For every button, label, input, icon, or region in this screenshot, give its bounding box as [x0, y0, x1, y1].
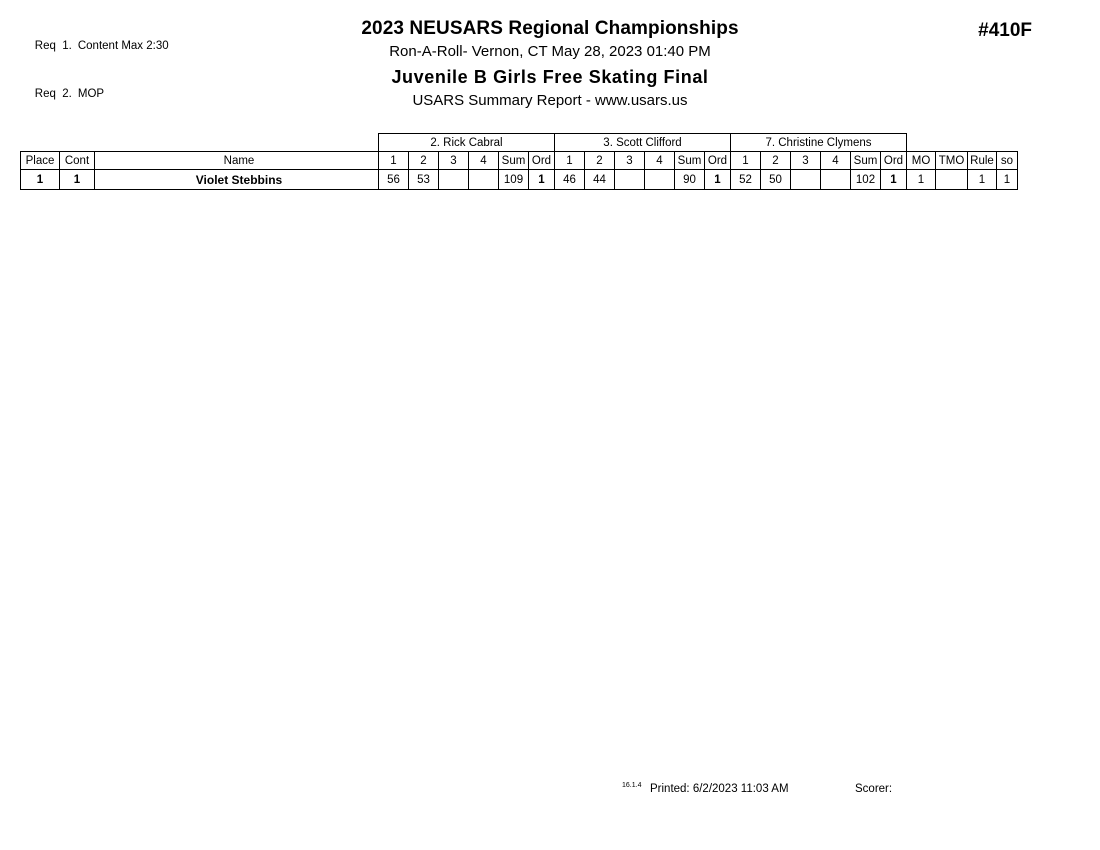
cell-judge2-mark-4 [645, 170, 675, 190]
cell-judge3-ord: 1 [881, 170, 907, 190]
header-judge1-sum: Sum [499, 152, 529, 170]
cell-judge3-mark-2: 50 [761, 170, 791, 190]
cell-mo: 1 [907, 170, 936, 190]
cell-judge3-mark-4 [821, 170, 851, 190]
table-row [21, 170, 1018, 190]
cell-rule: 1 [968, 170, 997, 190]
software-version: 16.1.4 [622, 782, 642, 789]
header-judge1-mark-2: 2 [409, 152, 439, 170]
header-judge1-mark-1: 1 [379, 152, 409, 170]
results-table-wrapper [20, 133, 1018, 190]
requirement-label: Req 2. [34, 88, 72, 100]
header-judge3-mark-2: 2 [761, 152, 791, 170]
header-judge2-sum: Sum [675, 152, 705, 170]
cell-place: 1 [21, 170, 60, 190]
cell-judge3-sum: 102 [851, 170, 881, 190]
judge-name-3: 7. Christine Clymens [731, 134, 907, 152]
requirement-label: Req 1. [34, 40, 72, 52]
results-table [20, 133, 1018, 190]
cell-so: 1 [997, 170, 1018, 190]
header-judge1-ord: Ord [529, 152, 555, 170]
header-judge3-ord: Ord [881, 152, 907, 170]
cell-cont: 1 [60, 170, 95, 190]
cell-judge1-mark-2: 53 [409, 170, 439, 190]
cell-tmo [936, 170, 968, 190]
cell-judge1-sum: 109 [499, 170, 529, 190]
header-judge1-mark-4: 4 [469, 152, 499, 170]
cell-judge3-mark-3 [791, 170, 821, 190]
cell-judge2-sum: 90 [675, 170, 705, 190]
cell-judge2-mark-3 [615, 170, 645, 190]
judge-name-1: 2. Rick Cabral [379, 134, 555, 152]
cell-judge2-mark-2: 44 [585, 170, 615, 190]
requirement-text: MOP [77, 88, 105, 100]
judge-row-spacer-right [907, 134, 1018, 152]
header-place: Place [21, 152, 60, 170]
report-header [0, 18, 1100, 111]
header-judge2-mark-1: 1 [555, 152, 585, 170]
cell-judge1-mark-3 [439, 170, 469, 190]
header-judge2-mark-2: 2 [585, 152, 615, 170]
header-judge3-mark-3: 3 [791, 152, 821, 170]
cell-judge1-mark-4 [469, 170, 499, 190]
header-cont: Cont [60, 152, 95, 170]
cell-skater-name: Violet Stebbins [95, 170, 379, 190]
judge-header-row [21, 134, 1018, 152]
header-judge3-mark-4: 4 [821, 152, 851, 170]
header-judge3-sum: Sum [851, 152, 881, 170]
header-judge2-mark-4: 4 [645, 152, 675, 170]
header-tmo: TMO [936, 152, 968, 170]
header-mo: MO [907, 152, 936, 170]
cell-judge2-ord: 1 [705, 170, 731, 190]
header-judge1-mark-3: 3 [439, 152, 469, 170]
cell-judge3-mark-1: 52 [731, 170, 761, 190]
requirement-text: Content Max 2:30 [77, 40, 169, 52]
judge-name-2: 3. Scott Clifford [555, 134, 731, 152]
event-title: Juvenile B Girls Free Skating Final [391, 67, 709, 87]
cell-judge1-ord: 1 [529, 170, 555, 190]
printed-timestamp: Printed: 6/2/2023 11:03 AM [650, 783, 789, 795]
header-judge2-ord: Ord [705, 152, 731, 170]
scorer-label: Scorer: [855, 783, 893, 795]
venue-datetime: Ron-A-Roll- Vernon, CT May 28, 2023 01:40 PM [389, 43, 711, 60]
competition-title: 2023 NEUSARS Regional Championships [361, 18, 739, 39]
header-so: so [997, 152, 1018, 170]
cell-judge2-mark-1: 46 [555, 170, 585, 190]
header-name: Name [95, 152, 379, 170]
judge-row-spacer [21, 134, 379, 152]
event-number: #410F [978, 20, 1032, 41]
header-judge3-mark-1: 1 [731, 152, 761, 170]
report-subtitle: USARS Summary Report - www.usars.us [412, 92, 688, 109]
header-judge2-mark-3: 3 [615, 152, 645, 170]
header-rule: Rule [968, 152, 997, 170]
cell-judge1-mark-1: 56 [379, 170, 409, 190]
column-header-row [21, 152, 1018, 170]
